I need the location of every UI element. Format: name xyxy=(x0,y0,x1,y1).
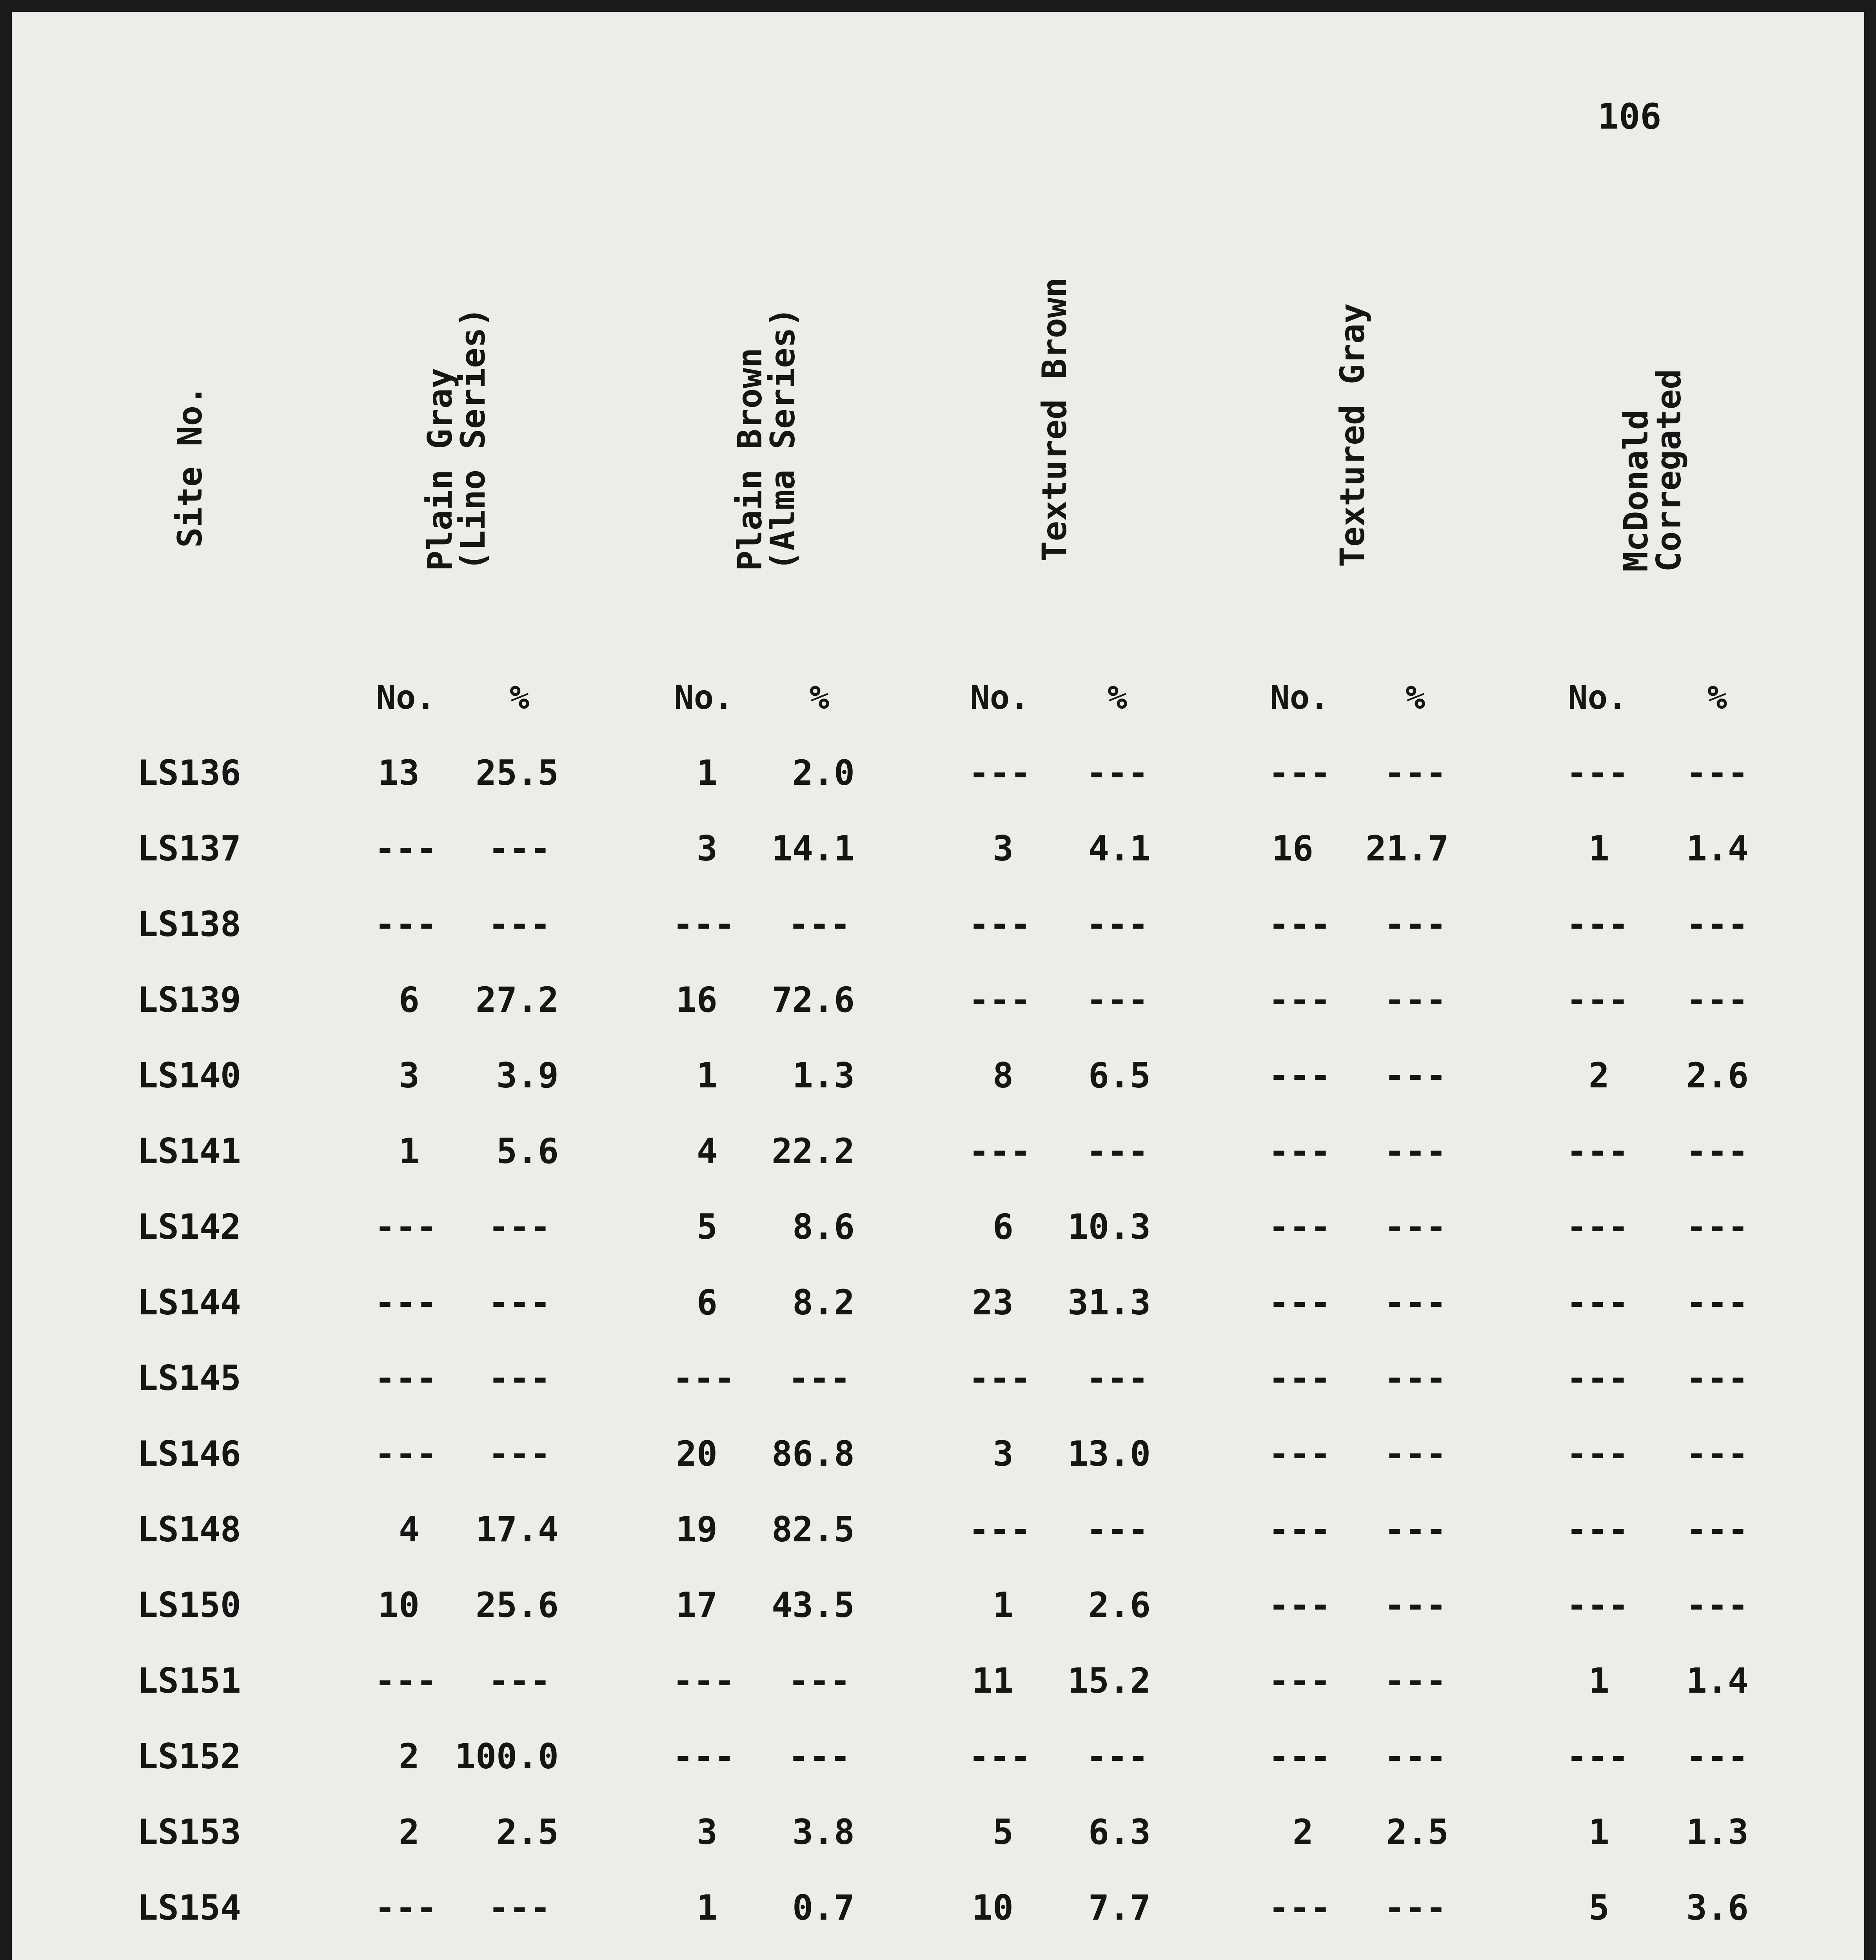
percent-cell: --- xyxy=(1384,1887,1447,1928)
site-number-cell: LS140 xyxy=(137,1055,241,1096)
percent-cell: --- xyxy=(1384,904,1447,944)
count-cell: --- xyxy=(968,1509,1031,1550)
site-number-cell: LS138 xyxy=(137,904,241,944)
percent-cell: --- xyxy=(1384,1736,1447,1777)
percent-cell: --- xyxy=(1086,904,1149,944)
percent-cell: 27.2 xyxy=(476,980,559,1020)
percent-cell: 2.6 xyxy=(1686,1055,1749,1096)
count-cell: 8 xyxy=(993,1055,1013,1096)
percent-cell: --- xyxy=(788,904,851,944)
count-cell: 10 xyxy=(972,1887,1013,1928)
percent-cell: 0.7 xyxy=(792,1887,855,1928)
percent-cell: --- xyxy=(1384,1282,1447,1323)
no-subheader: No. xyxy=(1270,678,1329,717)
site-number-cell: LS153 xyxy=(137,1812,241,1852)
count-cell: --- xyxy=(672,1736,735,1777)
plain-brown-header: Plain Brown (Alma Series) xyxy=(730,307,803,571)
percent-cell: 22.2 xyxy=(772,1131,855,1171)
count-cell: --- xyxy=(374,1282,437,1323)
count-cell: 3 xyxy=(399,1055,420,1096)
document-page xyxy=(12,12,1864,1960)
site-number-cell: LS148 xyxy=(137,1509,241,1550)
count-cell: 1 xyxy=(993,1585,1013,1625)
no-subheader: No. xyxy=(674,678,734,717)
percent-subheader: % xyxy=(509,678,530,717)
count-cell: --- xyxy=(672,1358,735,1398)
count-cell: --- xyxy=(1566,1207,1629,1247)
percent-cell: 6.5 xyxy=(1088,1055,1151,1096)
count-cell: 4 xyxy=(697,1131,717,1171)
percent-cell: 1.4 xyxy=(1686,828,1749,869)
count-cell: --- xyxy=(968,1358,1031,1398)
count-cell: --- xyxy=(1268,1434,1331,1474)
count-cell: --- xyxy=(1268,1358,1331,1398)
count-cell: --- xyxy=(374,1358,437,1398)
percent-cell: 3.6 xyxy=(1686,1887,1749,1928)
count-cell: 1 xyxy=(1589,1812,1609,1852)
percent-cell: 1.4 xyxy=(1686,1661,1749,1701)
percent-cell: --- xyxy=(788,1736,851,1777)
count-cell: 5 xyxy=(993,1812,1013,1852)
percent-cell: --- xyxy=(1384,1434,1447,1474)
percent-cell: --- xyxy=(488,828,551,869)
count-cell: --- xyxy=(374,828,437,869)
percent-cell: --- xyxy=(1086,1509,1149,1550)
count-cell: 3 xyxy=(697,828,717,869)
count-cell: 16 xyxy=(1272,828,1313,869)
percent-cell: --- xyxy=(488,1207,551,1247)
no-subheader: No. xyxy=(1568,678,1627,717)
percent-cell: 82.5 xyxy=(772,1509,855,1550)
percent-cell: 43.5 xyxy=(772,1585,855,1625)
percent-cell: --- xyxy=(788,1358,851,1398)
count-cell: 5 xyxy=(697,1207,717,1247)
count-cell: 16 xyxy=(676,980,717,1020)
site-number-cell: LS150 xyxy=(137,1585,241,1625)
percent-cell: --- xyxy=(488,1282,551,1323)
percent-cell: --- xyxy=(1384,1509,1447,1550)
count-cell: --- xyxy=(968,904,1031,944)
percent-cell: 5.6 xyxy=(496,1131,559,1171)
count-cell: 6 xyxy=(697,1282,717,1323)
page-number: 106 xyxy=(1598,96,1662,137)
count-cell: --- xyxy=(1268,1736,1331,1777)
percent-cell: --- xyxy=(788,1661,851,1701)
percent-cell: --- xyxy=(1086,753,1149,793)
percent-cell: 1.3 xyxy=(792,1055,855,1096)
percent-cell: 7.7 xyxy=(1088,1887,1151,1928)
count-cell: --- xyxy=(374,1661,437,1701)
percent-cell: --- xyxy=(1686,1585,1749,1625)
textured-gray-header: Textured Gray xyxy=(1333,303,1372,567)
count-cell: 1 xyxy=(1589,1661,1609,1701)
percent-cell: 15.2 xyxy=(1068,1661,1151,1701)
percent-cell: --- xyxy=(1384,980,1447,1020)
percent-cell: --- xyxy=(1686,1736,1749,1777)
count-cell: 17 xyxy=(676,1585,717,1625)
percent-cell: 3.8 xyxy=(792,1812,855,1852)
percent-cell: --- xyxy=(488,1661,551,1701)
site-number-cell: LS146 xyxy=(137,1434,241,1474)
percent-cell: --- xyxy=(1686,753,1749,793)
percent-cell: 8.6 xyxy=(792,1207,855,1247)
count-cell: --- xyxy=(968,753,1031,793)
count-cell: --- xyxy=(968,1131,1031,1171)
count-cell: --- xyxy=(1268,1509,1331,1550)
percent-cell: --- xyxy=(1384,1358,1447,1398)
no-subheader: No. xyxy=(970,678,1030,717)
percent-cell: --- xyxy=(1384,1207,1447,1247)
count-cell: --- xyxy=(1566,1434,1629,1474)
percent-cell: 10.3 xyxy=(1068,1207,1151,1247)
percent-cell: 21.7 xyxy=(1366,828,1449,869)
count-cell: --- xyxy=(1268,1055,1331,1096)
percent-cell: --- xyxy=(1384,753,1447,793)
count-cell: --- xyxy=(1566,1282,1629,1323)
count-cell: --- xyxy=(1566,753,1629,793)
site-number-cell: LS136 xyxy=(137,753,241,793)
count-cell: 1 xyxy=(1589,828,1609,869)
percent-cell: 13.0 xyxy=(1068,1434,1151,1474)
count-cell: --- xyxy=(1268,1585,1331,1625)
percent-cell: 31.3 xyxy=(1068,1282,1151,1323)
count-cell: 19 xyxy=(676,1509,717,1550)
percent-cell: --- xyxy=(488,1434,551,1474)
percent-cell: --- xyxy=(1384,1055,1447,1096)
percent-cell: --- xyxy=(1086,1736,1149,1777)
percent-cell: 2.0 xyxy=(792,753,855,793)
site-number-cell: LS141 xyxy=(137,1131,241,1171)
count-cell: 1 xyxy=(697,753,717,793)
percent-cell: --- xyxy=(1686,1207,1749,1247)
count-cell: 2 xyxy=(1293,1812,1313,1852)
percent-cell: --- xyxy=(1384,1131,1447,1171)
site-number-cell: LS142 xyxy=(137,1207,241,1247)
count-cell: 4 xyxy=(399,1509,420,1550)
count-cell: --- xyxy=(1566,1736,1629,1777)
textured-brown-header: Textured Brown xyxy=(1035,277,1074,562)
count-cell: 2 xyxy=(399,1812,420,1852)
site-number-cell: LS145 xyxy=(137,1358,241,1398)
count-cell: 10 xyxy=(378,1585,420,1625)
percent-cell: --- xyxy=(1686,1509,1749,1550)
count-cell: --- xyxy=(1566,1509,1629,1550)
mcdonald-corregated-header: McDonald Corregated xyxy=(1616,369,1689,572)
count-cell: 1 xyxy=(697,1887,717,1928)
percent-subheader: % xyxy=(1707,678,1727,717)
count-cell: --- xyxy=(374,1887,437,1928)
count-cell: 6 xyxy=(993,1207,1013,1247)
count-cell: 1 xyxy=(697,1055,717,1096)
count-cell: --- xyxy=(1566,980,1629,1020)
percent-cell: 8.2 xyxy=(792,1282,855,1323)
percent-cell: 100.0 xyxy=(455,1736,559,1777)
percent-cell: 25.6 xyxy=(476,1585,559,1625)
site-number-cell: LS154 xyxy=(137,1887,241,1928)
count-cell: --- xyxy=(1268,1131,1331,1171)
count-cell: --- xyxy=(1268,753,1331,793)
percent-cell: --- xyxy=(1384,1585,1447,1625)
percent-cell: --- xyxy=(1086,1358,1149,1398)
percent-cell: 2.5 xyxy=(1386,1812,1449,1852)
count-cell: --- xyxy=(968,1736,1031,1777)
percent-cell: 1.3 xyxy=(1686,1812,1749,1852)
count-cell: 2 xyxy=(399,1736,420,1777)
percent-cell: --- xyxy=(1686,1282,1749,1323)
count-cell: --- xyxy=(1268,1887,1331,1928)
count-cell: --- xyxy=(1268,1661,1331,1701)
percent-cell: --- xyxy=(1686,1358,1749,1398)
count-cell: 23 xyxy=(972,1282,1013,1323)
percent-cell: --- xyxy=(488,1358,551,1398)
count-cell: --- xyxy=(1268,904,1331,944)
site-no-header: Site No. xyxy=(171,385,210,548)
percent-cell: --- xyxy=(1686,1434,1749,1474)
site-number-cell: LS151 xyxy=(137,1661,241,1701)
count-cell: --- xyxy=(672,1661,735,1701)
percent-cell: --- xyxy=(1686,980,1749,1020)
percent-cell: --- xyxy=(488,904,551,944)
percent-cell: 17.4 xyxy=(476,1509,559,1550)
percent-cell: 2.5 xyxy=(496,1812,559,1852)
percent-subheader: % xyxy=(1405,678,1426,717)
site-number-cell: LS144 xyxy=(137,1282,241,1323)
count-cell: 20 xyxy=(676,1434,717,1474)
percent-cell: --- xyxy=(488,1887,551,1928)
count-cell: --- xyxy=(374,1434,437,1474)
percent-cell: 2.6 xyxy=(1088,1585,1151,1625)
plain-gray-header: Plain Gray (Lino Series) xyxy=(421,307,493,571)
count-cell: --- xyxy=(374,1207,437,1247)
count-cell: --- xyxy=(1566,1585,1629,1625)
count-cell: 3 xyxy=(697,1812,717,1852)
percent-subheader: % xyxy=(809,678,830,717)
count-cell: 1 xyxy=(399,1131,420,1171)
count-cell: 3 xyxy=(993,1434,1013,1474)
no-subheader: No. xyxy=(376,678,436,717)
percent-cell: --- xyxy=(1686,1131,1749,1171)
count-cell: 11 xyxy=(972,1661,1013,1701)
percent-cell: --- xyxy=(1384,1661,1447,1701)
site-number-cell: LS139 xyxy=(137,980,241,1020)
percent-cell: 3.9 xyxy=(496,1055,559,1096)
count-cell: 5 xyxy=(1589,1887,1609,1928)
count-cell: 6 xyxy=(399,980,420,1020)
count-cell: 13 xyxy=(378,753,420,793)
count-cell: --- xyxy=(968,980,1031,1020)
count-cell: --- xyxy=(1268,1207,1331,1247)
percent-cell: 86.8 xyxy=(772,1434,855,1474)
count-cell: --- xyxy=(1566,904,1629,944)
percent-cell: 14.1 xyxy=(772,828,855,869)
percent-cell: 4.1 xyxy=(1088,828,1151,869)
site-number-cell: LS137 xyxy=(137,828,241,869)
count-cell: --- xyxy=(1268,1282,1331,1323)
percent-cell: --- xyxy=(1086,980,1149,1020)
percent-subheader: % xyxy=(1107,678,1128,717)
percent-cell: 6.3 xyxy=(1088,1812,1151,1852)
percent-cell: --- xyxy=(1086,1131,1149,1171)
count-cell: --- xyxy=(1268,980,1331,1020)
count-cell: --- xyxy=(374,904,437,944)
count-cell: --- xyxy=(1566,1131,1629,1171)
percent-cell: 25.5 xyxy=(476,753,559,793)
site-number-cell: LS152 xyxy=(137,1736,241,1777)
count-cell: --- xyxy=(1566,1358,1629,1398)
percent-cell: --- xyxy=(1686,904,1749,944)
count-cell: 3 xyxy=(993,828,1013,869)
count-cell: --- xyxy=(672,904,735,944)
percent-cell: 72.6 xyxy=(772,980,855,1020)
count-cell: 2 xyxy=(1589,1055,1609,1096)
